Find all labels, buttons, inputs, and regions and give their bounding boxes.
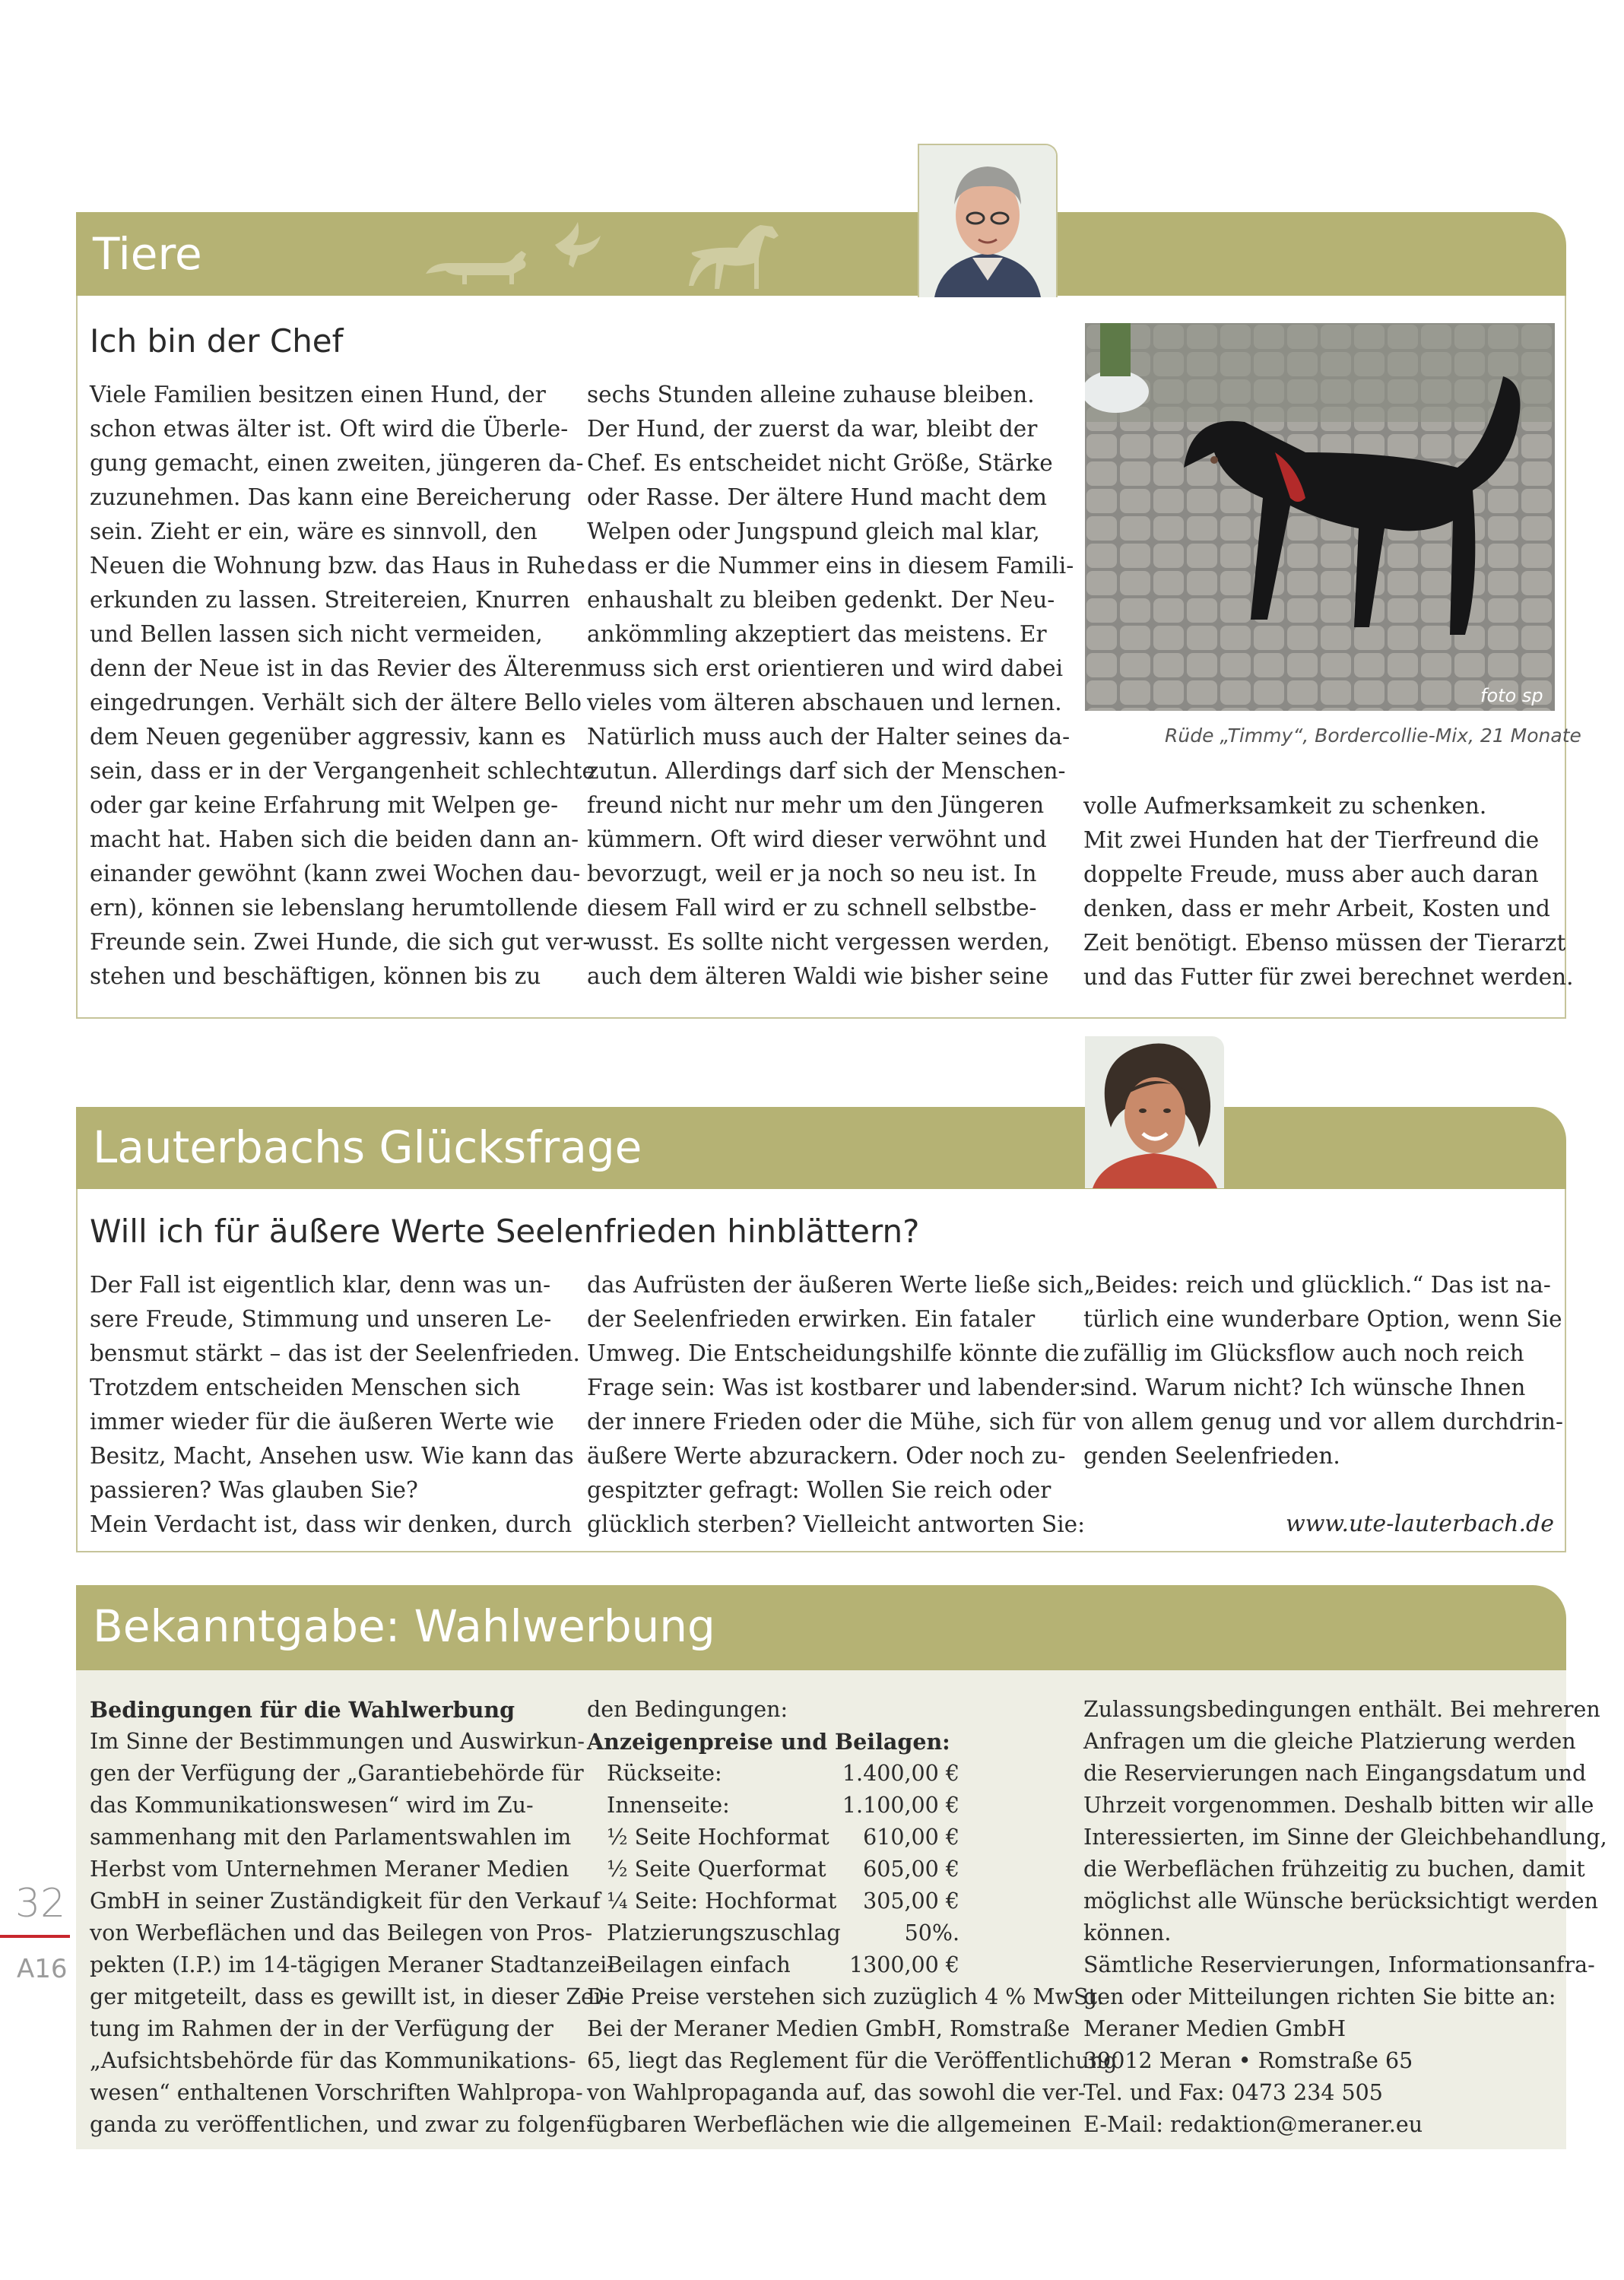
text-line: Sämtliche Reservierungen, Informationsanfra- bbox=[1083, 1952, 1595, 1977]
text-line: kümmern. Oft wird dieser verwöhnt und bbox=[587, 826, 1047, 852]
photo-caption: Rüde „Timmy“, Bordercollie-Mix, 21 Monate bbox=[1165, 725, 1581, 747]
text-line: stehen und beschäftigen, können bis zu bbox=[90, 963, 541, 989]
price-amount: 1.400,00 € bbox=[842, 1761, 959, 1786]
text-line: Der Fall ist eigentlich klar, denn was un- bbox=[90, 1272, 551, 1298]
text-line: doppelte Freude, muss aber auch daran bbox=[1083, 861, 1539, 887]
price-list bbox=[587, 1758, 959, 1981]
page-number: 32 bbox=[15, 1881, 66, 1926]
text-line: türlich eine wunderbare Option, wenn Sie bbox=[1083, 1306, 1562, 1332]
photo-credit: foto sp bbox=[1480, 685, 1543, 706]
text-line: gung gemacht, einen zweiten, jüngeren da- bbox=[90, 450, 584, 476]
text-line: passieren? Was glauben Sie? bbox=[90, 1477, 418, 1503]
text-line: sere Freude, Stimmung und unseren Le- bbox=[90, 1306, 552, 1332]
text-line: 39012 Meran • Romstraße 65 bbox=[1083, 2048, 1413, 2073]
price-row bbox=[587, 1822, 959, 1853]
text-line: pekten (I.P.) im 14-tägigen Meraner Stadtanzei- bbox=[90, 1952, 614, 1977]
text-line: GmbH in seiner Zuständigkeit für den Verkauf bbox=[90, 1888, 601, 1914]
text-line: die Reservierungen nach Eingangsdatum und bbox=[1083, 1761, 1587, 1786]
text-line: dem Neuen gegenüber aggressiv, kann es bbox=[90, 724, 566, 750]
text-line: Trotzdem entscheiden Menschen sich bbox=[90, 1375, 521, 1400]
price-row bbox=[587, 1885, 959, 1917]
text-line: fügbaren Werbeflächen wie die allgemeinen bbox=[587, 2112, 1072, 2137]
article-column-1 bbox=[90, 1268, 580, 1542]
article-column-2 bbox=[587, 1268, 1087, 1542]
text-line: Mein Verdacht ist, dass wir denken, durch bbox=[90, 1511, 573, 1537]
section-header-tiere bbox=[76, 212, 1566, 296]
text-line: genden Seelenfrieden. bbox=[1083, 1443, 1340, 1469]
animal-silhouettes-icon bbox=[418, 214, 798, 298]
page-marker-line bbox=[0, 1935, 70, 1938]
text-line: volle Aufmerksamkeit zu schenken. bbox=[1083, 793, 1487, 819]
author-portrait-1 bbox=[918, 144, 1058, 297]
text-line: oder gar keine Erfahrung mit Welpen ge- bbox=[90, 792, 559, 818]
author-portrait-2 bbox=[1085, 1036, 1224, 1188]
text-line: dass er die Nummer eins in diesem Famili- bbox=[587, 553, 1074, 579]
text-line: von Werbeflächen und das Beilegen von Pros- bbox=[90, 1920, 593, 1945]
page-code: A16 bbox=[17, 1954, 68, 1984]
text-line: vieles vom älteren abschauen und lernen. bbox=[587, 690, 1062, 715]
text-line: ern), können sie lebenslang herumtollende bbox=[90, 895, 579, 921]
section-title-lauterbach: Lauterbachs Glücksfrage bbox=[93, 1121, 642, 1173]
text-line: freund nicht nur mehr um den Jüngeren bbox=[587, 792, 1045, 818]
price-row bbox=[587, 1917, 959, 1949]
text-line: möglichst alle Wünsche berücksichtigt werden bbox=[1083, 1888, 1599, 1914]
text-line: Frage sein: Was ist kostbarer und labender: bbox=[587, 1375, 1087, 1400]
text-line: Bei der Meraner Medien GmbH, Romstraße bbox=[587, 2016, 1071, 2041]
price-row bbox=[587, 1790, 959, 1822]
text-line: ankömmling akzeptiert das meistens. Er bbox=[587, 621, 1047, 647]
price-label: ½ Seite Querformat bbox=[607, 1857, 826, 1882]
text-line: wusst. Es sollte nicht vergessen werden, bbox=[587, 929, 1051, 955]
text-line: muss sich erst orientieren und wird dabei bbox=[587, 655, 1064, 681]
article-headline: Will ich für äußere Werte Seelenfrieden hinblättern? bbox=[90, 1213, 920, 1250]
text-line: Zulassungsbedingungen enthält. Bei mehreren bbox=[1083, 1697, 1600, 1722]
price-row bbox=[587, 1853, 959, 1885]
price-list-heading: Anzeigenpreise und Beilagen: bbox=[587, 1729, 950, 1755]
price-row bbox=[587, 1758, 959, 1790]
text-line: Welpen oder Jungspund gleich mal klar, bbox=[587, 518, 1040, 544]
text-line: Viele Familien besitzen einen Hund, der bbox=[90, 382, 546, 407]
text-line: eingedrungen. Verhält sich der ältere Bello bbox=[90, 690, 582, 715]
text-line: Die Preise verstehen sich zuzüglich 4 % MwSt. bbox=[587, 1984, 1105, 2009]
text-line: zuzunehmen. Das kann eine Bereicherung bbox=[90, 484, 572, 510]
announcement-heading: Bedingungen für die Wahlwerbung bbox=[90, 1697, 515, 1723]
text-line: die Werbeflächen frühzeitig zu buchen, damit bbox=[1083, 1857, 1585, 1882]
announcement-column-3 bbox=[1083, 1694, 1607, 2141]
text-line: 65, liegt das Reglement für die Veröffentlichung bbox=[587, 2048, 1118, 2073]
text-line: macht hat. Haben sich die beiden dann an- bbox=[90, 826, 579, 852]
text-line: Zeit benötigt. Ebenso müssen der Tierarzt bbox=[1083, 930, 1566, 956]
text-line: denn der Neue ist in das Revier des Älteren bbox=[90, 655, 588, 681]
text-line: Im Sinne der Bestimmungen und Auswirkun- bbox=[90, 1729, 585, 1754]
text-line: das Aufrüsten der äußeren Werte ließe sich bbox=[587, 1272, 1083, 1298]
text-line: ger mitgeteilt, dass es gewillt ist, in dieser Zei- bbox=[90, 1984, 608, 2009]
text-line: „Beides: reich und glücklich.“ Das ist na- bbox=[1083, 1272, 1551, 1298]
text-line: sechs Stunden alleine zuhause bleiben. bbox=[587, 382, 1035, 407]
price-label: Beilagen einfach bbox=[607, 1952, 791, 1977]
price-label: ½ Seite Hochformat bbox=[607, 1825, 829, 1850]
text-line: Natürlich muss auch der Halter seines da- bbox=[587, 724, 1071, 750]
text-line: „Aufsichtsbehörde für das Kommunikations- bbox=[90, 2048, 576, 2073]
text-line: tung im Rahmen der in der Verfügung der bbox=[90, 2016, 553, 2041]
text-line: bensmut stärkt – das ist der Seelenfrieden. bbox=[90, 1340, 580, 1366]
price-label: ¼ Seite: Hochformat bbox=[607, 1888, 837, 1914]
text-line: ganda zu veröffentlichen, und zwar zu folgen- bbox=[90, 2112, 594, 2137]
price-amount: 610,00 € bbox=[863, 1825, 959, 1850]
author-website: www.ute-lauterbach.de bbox=[1286, 1511, 1554, 1537]
price-label: Rückseite: bbox=[607, 1761, 722, 1786]
text-line: denken, dass er mehr Arbeit, Kosten und bbox=[1083, 896, 1550, 921]
price-label: Innenseite: bbox=[607, 1793, 730, 1818]
text-line: zutun. Allerdings darf sich der Menschen- bbox=[587, 758, 1066, 784]
article-column-3 bbox=[1083, 1268, 1563, 1473]
text-line: sein, dass er in der Vergangenheit schlechte bbox=[90, 758, 595, 784]
text-line: bevorzugt, weil er ja noch so neu ist. In bbox=[587, 861, 1037, 886]
article-column-2 bbox=[587, 378, 1074, 994]
price-amount: 1.100,00 € bbox=[842, 1793, 959, 1818]
text-line: gen der Verfügung der „Garantiebehörde für bbox=[90, 1761, 584, 1786]
text-line: E-Mail: redaktion@meraner.eu bbox=[1083, 2112, 1423, 2137]
text-line: von Wahlpropaganda auf, das sowohl die ver- bbox=[587, 2080, 1086, 2105]
price-label: Platzierungszuschlag bbox=[607, 1920, 841, 1945]
text-line: Meraner Medien GmbH bbox=[1083, 2016, 1346, 2041]
text-line: das Kommunikationswesen“ wird im Zu- bbox=[90, 1793, 534, 1818]
text-line: sein. Zieht er ein, wäre es sinnvoll, den bbox=[90, 518, 538, 544]
text-line: Tel. und Fax: 0473 234 505 bbox=[1083, 2080, 1383, 2105]
text-line: gespitzter gefragt: Wollen Sie reich oder bbox=[587, 1477, 1051, 1503]
text-line: Chef. Es entscheidet nicht Größe, Stärke bbox=[587, 450, 1053, 476]
text-line: gen oder Mitteilungen richten Sie bitte an: bbox=[1083, 1984, 1556, 2009]
price-amount: 305,00 € bbox=[863, 1888, 959, 1914]
section-title-tiere: Tiere bbox=[93, 228, 202, 280]
dog-photo bbox=[1085, 323, 1555, 711]
text-line: Anfragen um die gleiche Platzierung werden bbox=[1083, 1729, 1576, 1754]
text-line: äußere Werte abzurackern. Oder noch zu- bbox=[587, 1443, 1066, 1469]
price-amount: 1300,00 € bbox=[848, 1952, 959, 1977]
price-row bbox=[587, 1949, 959, 1981]
text-line: Uhrzeit vorgenommen. Deshalb bitten wir alle bbox=[1083, 1793, 1594, 1818]
announcement-column-1 bbox=[90, 1694, 614, 2141]
text-line: Mit zwei Hunden hat der Tierfreund die bbox=[1083, 827, 1540, 853]
text-line: immer wieder für die äußeren Werte wie bbox=[90, 1409, 554, 1435]
text-line: einander gewöhnt (kann zwei Wochen dau- bbox=[90, 861, 581, 886]
announcement-column-2 bbox=[587, 1694, 1118, 2141]
text-line: schon etwas älter ist. Oft wird die Überle- bbox=[90, 416, 569, 442]
text-line: Freunde sein. Zwei Hunde, die sich gut ver- bbox=[90, 929, 591, 955]
text-line: Herbst vom Unternehmen Meraner Medien bbox=[90, 1857, 569, 1882]
article-headline: Ich bin der Chef bbox=[90, 322, 344, 360]
text-line: diesem Fall wird er zu schnell selbstbe- bbox=[587, 895, 1037, 921]
article-column-1 bbox=[90, 378, 595, 994]
text-line: oder Rasse. Der ältere Hund macht dem bbox=[587, 484, 1048, 510]
text-line: Besitz, Macht, Ansehen usw. Wie kann das bbox=[90, 1443, 574, 1469]
text-line: und Bellen lassen sich nicht vermeiden, bbox=[90, 621, 543, 647]
text-line: Der Hund, der zuerst da war, bleibt der bbox=[587, 416, 1038, 442]
text-line: auch dem älteren Waldi wie bisher seine bbox=[587, 963, 1049, 989]
text-line: und das Futter für zwei berechnet werden. bbox=[1083, 964, 1574, 990]
text-line: der Seelenfrieden erwirken. Ein fataler bbox=[587, 1306, 1036, 1332]
section-title-wahlwerbung: Bekanntgabe: Wahlwerbung bbox=[93, 1600, 715, 1652]
text-line: enhaushalt zu bleiben gedenkt. Der Neu- bbox=[587, 587, 1055, 613]
text-line: Neuen die Wohnung bzw. das Haus in Ruhe bbox=[90, 553, 585, 579]
text-line: zufällig im Glücksflow auch noch reich bbox=[1083, 1340, 1524, 1366]
text-line: Interessierten, im Sinne der Gleichbehandlung, bbox=[1083, 1825, 1607, 1850]
announcement-intro: den Bedingungen: bbox=[587, 1697, 788, 1722]
text-line: sind. Warum nicht? Ich wünsche Ihnen bbox=[1083, 1375, 1526, 1400]
text-line: sammenhang mit den Parlamentswahlen im bbox=[90, 1825, 572, 1850]
text-line: Umweg. Die Entscheidungshilfe könnte die bbox=[587, 1340, 1080, 1366]
text-line: glücklich sterben? Vielleicht antworten Sie: bbox=[587, 1511, 1086, 1537]
text-line: von allem genug und vor allem durchdrin- bbox=[1083, 1409, 1563, 1435]
text-line: wesen“ enthaltenen Vorschriften Wahlpropa- bbox=[90, 2080, 583, 2105]
text-line: erkunden zu lassen. Streitereien, Knurren bbox=[90, 587, 570, 613]
price-amount: 50%. bbox=[904, 1920, 959, 1945]
article-column-3 bbox=[1083, 789, 1574, 994]
text-line: können. bbox=[1083, 1920, 1172, 1945]
text-line: der innere Frieden oder die Mühe, sich für bbox=[587, 1409, 1076, 1435]
price-amount: 605,00 € bbox=[863, 1857, 959, 1882]
